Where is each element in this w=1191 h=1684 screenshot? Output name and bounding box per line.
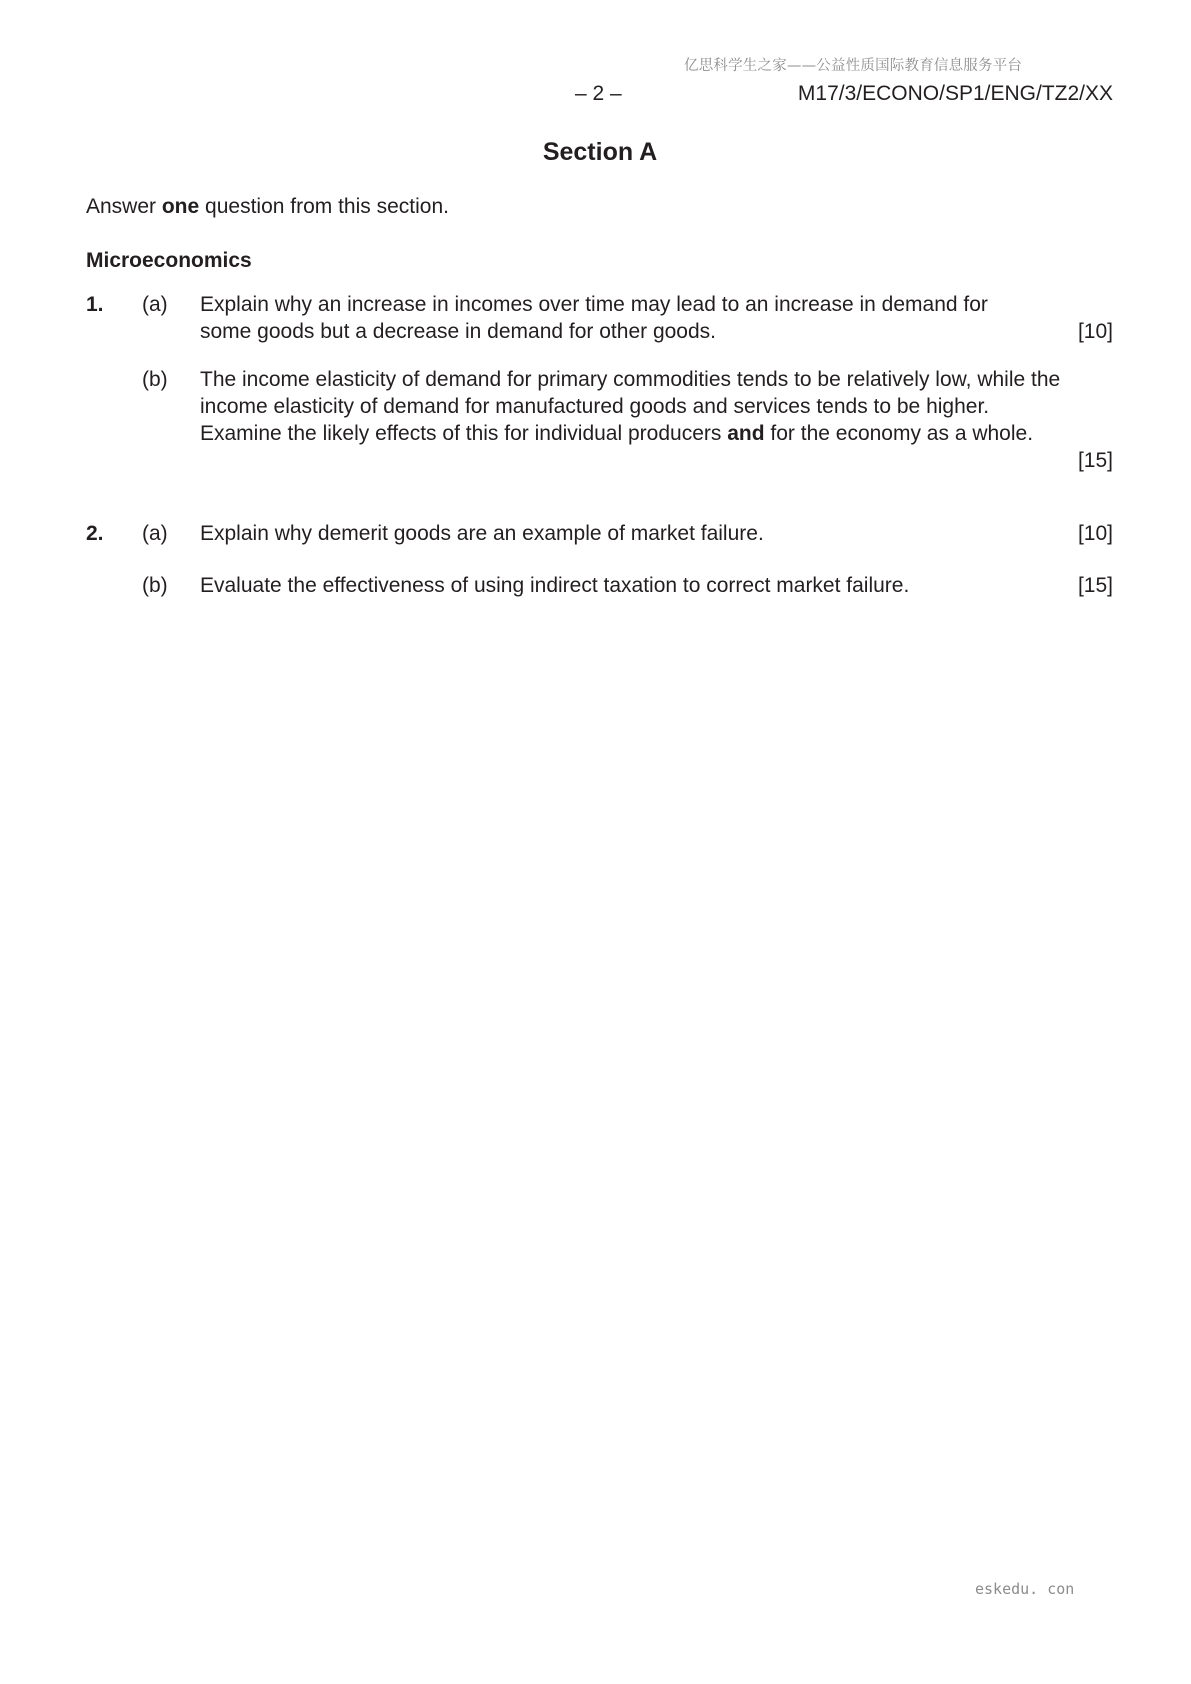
question-marks: [10] bbox=[1077, 522, 1113, 545]
question-number: 1. bbox=[86, 293, 104, 316]
question-text: Explain why demerit goods are an example of market failure. bbox=[200, 522, 764, 545]
question-marks: [10] bbox=[1077, 320, 1113, 343]
question-text: Evaluate the effectiveness of using indirect taxation to correct market failure. bbox=[200, 574, 910, 597]
question-number: 2. bbox=[86, 522, 104, 545]
question-part-label: (a) bbox=[142, 522, 168, 545]
question-2a bbox=[0, 520, 1191, 550]
question-text-bold: and bbox=[727, 422, 765, 445]
question-part-label: (a) bbox=[142, 293, 168, 316]
question-part-label: (b) bbox=[142, 574, 168, 597]
footer-watermark: eskedu. con bbox=[975, 1580, 1075, 1598]
section-title: Section A bbox=[542, 138, 658, 166]
header-watermark: 亿思科学生之家——公益性质国际教育信息服务平台 bbox=[684, 58, 1023, 74]
paper-code: M17/3/ECONO/SP1/ENG/TZ2/XX bbox=[797, 82, 1113, 105]
question-text bbox=[200, 366, 1068, 447]
question-text-post: for the economy as a whole. bbox=[764, 422, 1034, 445]
question-part-label: (b) bbox=[142, 368, 168, 391]
topic-heading: Microeconomics bbox=[86, 249, 252, 272]
question-1a bbox=[0, 291, 1191, 351]
section-instruction bbox=[86, 195, 449, 219]
question-1b bbox=[0, 366, 1191, 481]
question-text: Explain why an increase in incomes over time may lead to an increase in demand for some goods but a decrease in demand for other goods. bbox=[200, 293, 988, 343]
instruction-text-pre: Answer bbox=[86, 195, 162, 218]
page-number: – 2 – bbox=[575, 82, 622, 105]
question-text-pre: The income elasticity of demand for primary commodities tends to be relatively low, while the income elasticity of demand for manufactured goods and services tends to be higher. Examine the likely effects of this for individual producers bbox=[200, 368, 1061, 445]
instruction-text-bold: one bbox=[161, 195, 200, 218]
question-marks: [15] bbox=[1077, 449, 1113, 472]
question-2b bbox=[0, 572, 1191, 602]
instruction-text-post: question from this section. bbox=[199, 195, 449, 218]
question-marks: [15] bbox=[1077, 574, 1113, 597]
